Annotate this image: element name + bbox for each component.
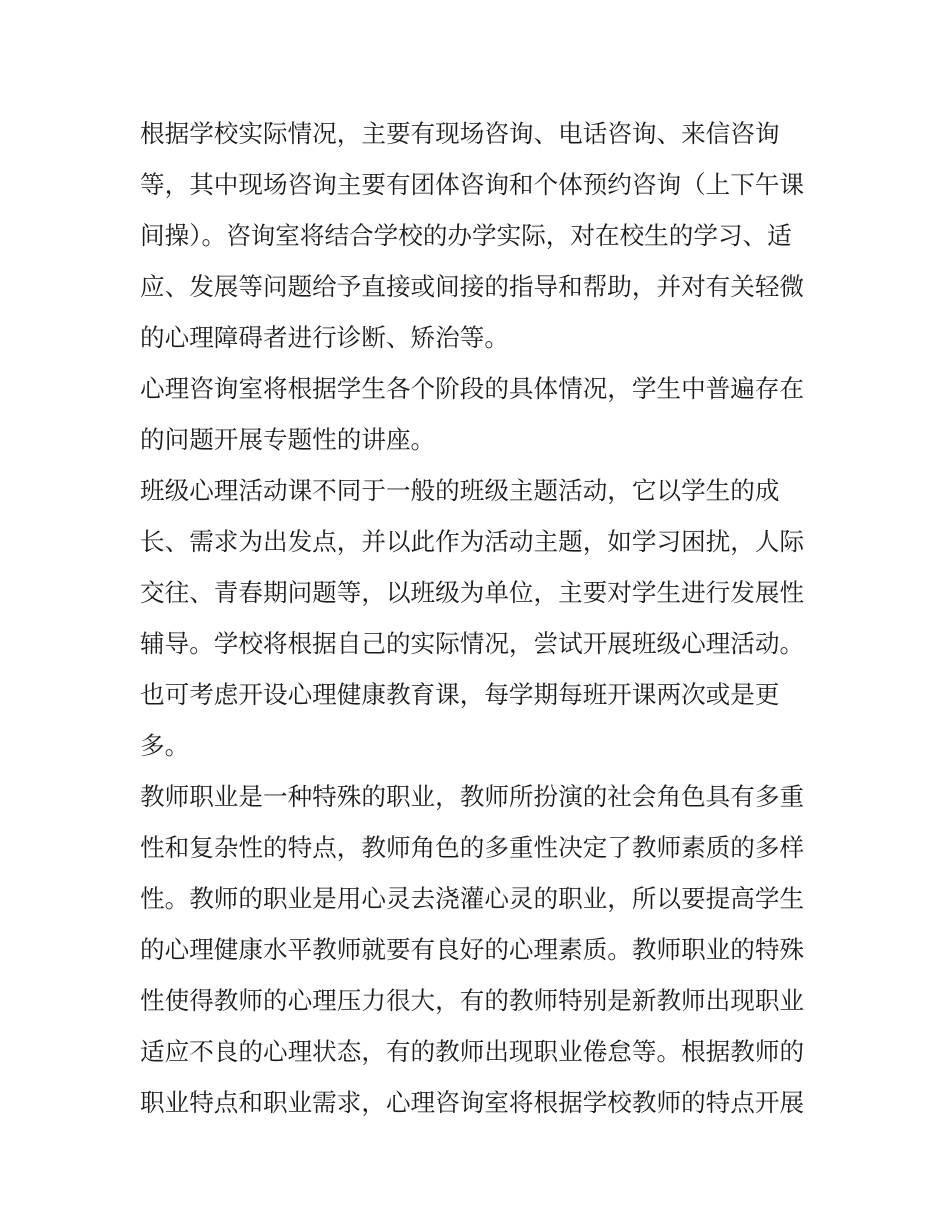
body-text (140, 108, 812, 1128)
text-line: 应、发展等问题给予直接或间接的指导和帮助，并对有关轻微 (140, 272, 805, 301)
text-line: 的心理障碍者进行诊断、矫治等。 (140, 323, 509, 352)
text-line: 的心理健康水平教师就要有良好的心理素质。教师职业的特殊 (140, 935, 805, 964)
text-line: 性。教师的职业是用心灵去浇灌心灵的职业，所以要提高学生 (140, 884, 805, 913)
text-line: 长、需求为出发点，并以此作为活动主题，如学习困扰，人际 (140, 527, 805, 556)
text-line: 职业特点和职业需求，心理咨询室将根据学校教师的特点开展 (140, 1088, 805, 1117)
text-line: 性使得教师的心理压力很大，有的教师特别是新教师出现职业 (140, 986, 805, 1015)
text-line: 心理咨询室将根据学生各个阶段的具体情况，学生中普遍存在 (140, 374, 805, 403)
text-line: 交往、青春期问题等，以班级为单位，主要对学生进行发展性 (140, 578, 805, 607)
text-line: 适应不良的心理状态，有的教师出现职业倦怠等。根据教师的 (140, 1037, 805, 1066)
text-line: 等，其中现场咨询主要有团体咨询和个体预约咨询（上下午课 (140, 170, 805, 199)
text-line: 的问题开展专题性的讲座。 (140, 425, 436, 454)
text-line: 教师职业是一种特殊的职业，教师所扮演的社会角色具有多重 (140, 782, 805, 811)
text-line: 辅导。学校将根据自己的实际情况，尝试开展班级心理活动。 (140, 629, 805, 658)
text-line: 间操）。咨询室将结合学校的办学实际，对在校生的学习、适 (140, 221, 792, 250)
text-line: 性和复杂性的特点，教师角色的多重性决定了教师素质的多样 (140, 833, 805, 862)
text-line: 根据学校实际情况，主要有现场咨询、电话咨询、来信咨询 (140, 119, 780, 148)
text-line: 班级心理活动课不同于一般的班级主题活动，它以学生的成 (140, 476, 780, 505)
text-line: 也可考虑开设心理健康教育课，每学期每班开课两次或是更 (140, 680, 780, 709)
text-line: 多。 (140, 731, 190, 760)
